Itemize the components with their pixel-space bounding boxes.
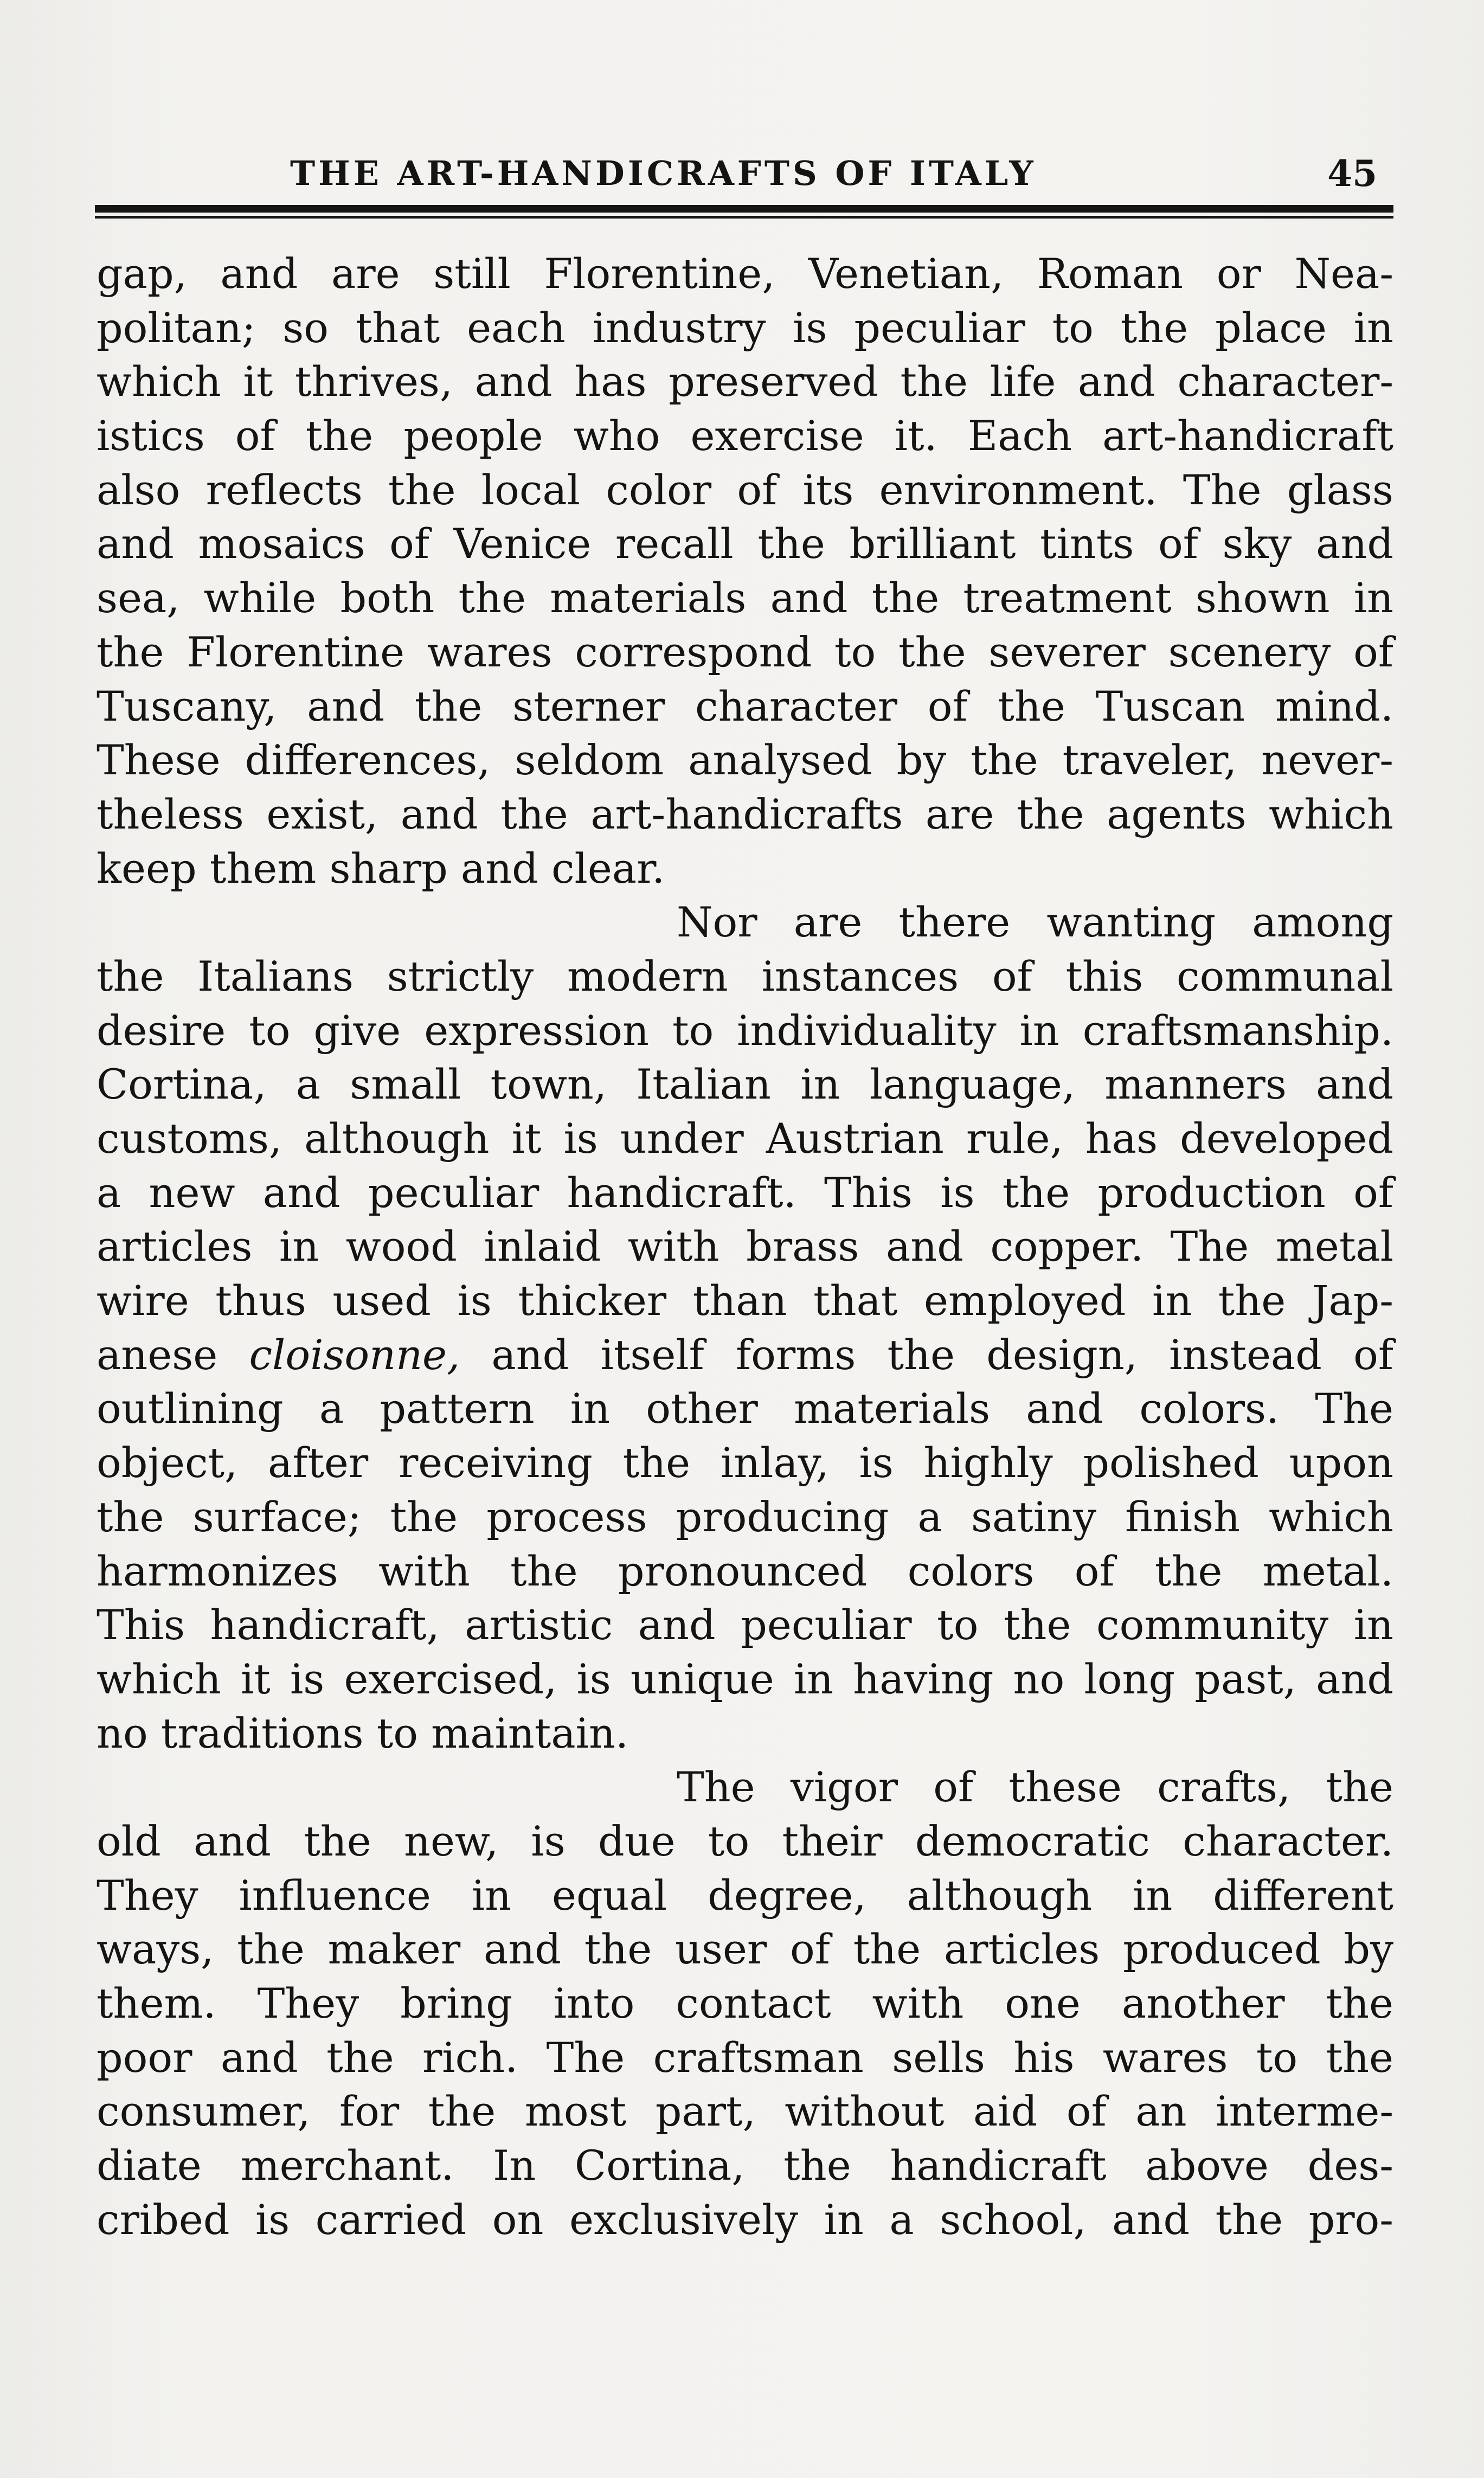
text-line: harmonizes with the pronounced colors of the metal. — [97, 1546, 1393, 1595]
text-line: poor and the rich. The craftsman sells his wares to the — [97, 2033, 1393, 2082]
text-line: theless exist, and the art-handicrafts are the agents which — [97, 789, 1393, 838]
text-line: sea, while both the materials and the treatment shown in — [97, 574, 1393, 622]
text-line: and mosaics of Venice recall the brilliant tints of sky and — [97, 519, 1393, 568]
text-line: no traditions to maintain. — [97, 1709, 629, 1757]
text-line: the Italians strictly modern instances of this communal — [97, 952, 1393, 1000]
text-line: These differences, seldom analysed by the traveler, never- — [97, 736, 1393, 785]
text-line: This handicraft, artistic and peculiar to the community in — [97, 1601, 1393, 1649]
text-line: the Florentine wares correspond to the severer scenery of — [97, 627, 1393, 676]
text-line: They influence in equal degree, although in different — [97, 1871, 1393, 1920]
text-line: wire thus used is thicker than that employed in the Jap- — [97, 1276, 1393, 1325]
italic-term: cloisonne, — [249, 1330, 460, 1379]
text-line: a new and peculiar handicraft. This is the production of — [97, 1168, 1393, 1217]
text-line-with-italic — [97, 1328, 1393, 1382]
text-line: also reflects the local color of its environment. The glass — [97, 465, 1393, 514]
header-rule-thick — [95, 205, 1393, 213]
text-line: them. They bring into contact with one another the — [97, 1979, 1393, 2027]
header-rule-thin — [95, 216, 1393, 219]
text-line: which it thrives, and has preserved the life and character- — [97, 357, 1393, 406]
text-line: politan; so that each industry is peculiar to the place in — [97, 303, 1393, 352]
text-segment: anese — [97, 1330, 249, 1379]
running-title: THE ART-HANDICRAFTS OF ITALY — [290, 153, 1037, 193]
text-line: the surface; the process producing a satiny finish which — [97, 1492, 1393, 1541]
text-line: diate merchant. In Cortina, the handicraft above des- — [97, 2141, 1393, 2190]
text-line: articles in wood inlaid with brass and copper. The metal — [97, 1222, 1393, 1271]
text-line: old and the new, is due to their democratic character. — [97, 1816, 1393, 1865]
text-line: outlining a pattern in other materials and colors. The — [97, 1384, 1393, 1433]
text-line: gap, and are still Florentine, Venetian, Roman or Nea- — [97, 249, 1393, 298]
text-line: Tuscany, and the sterner character of the Tuscan mind. — [97, 682, 1393, 730]
text-line: keep them sharp and clear. — [97, 844, 665, 893]
page-header — [95, 146, 1393, 201]
text-line: customs, although it is under Austrian rule, has developed — [97, 1114, 1393, 1163]
text-line: Cortina, a small town, Italian in language, manners and — [97, 1060, 1393, 1109]
text-line: ways, the maker and the user of the articles produced by — [97, 1925, 1393, 1974]
body-text — [97, 247, 1393, 2246]
paragraph-start-line: The vigor of these crafts, the — [677, 1763, 1393, 1812]
page-number: 45 — [1327, 152, 1377, 195]
paragraph-start-line: Nor are there wanting among — [677, 898, 1393, 947]
text-line: object, after receiving the inlay, is highly polished upon — [97, 1439, 1393, 1487]
text-line: which it is exercised, is unique in having no long past, and — [97, 1654, 1393, 1703]
text-line: desire to give expression to individuality in craftsmanship. — [97, 1006, 1393, 1055]
text-segment: and itself forms the design, instead of — [460, 1330, 1394, 1379]
text-line: istics of the people who exercise it. Each art-handicraft — [97, 412, 1393, 460]
text-line: cribed is carried on exclusively in a school, and the pro- — [97, 2195, 1393, 2244]
text-line: consumer, for the most part, without aid of an interme- — [97, 2087, 1393, 2136]
